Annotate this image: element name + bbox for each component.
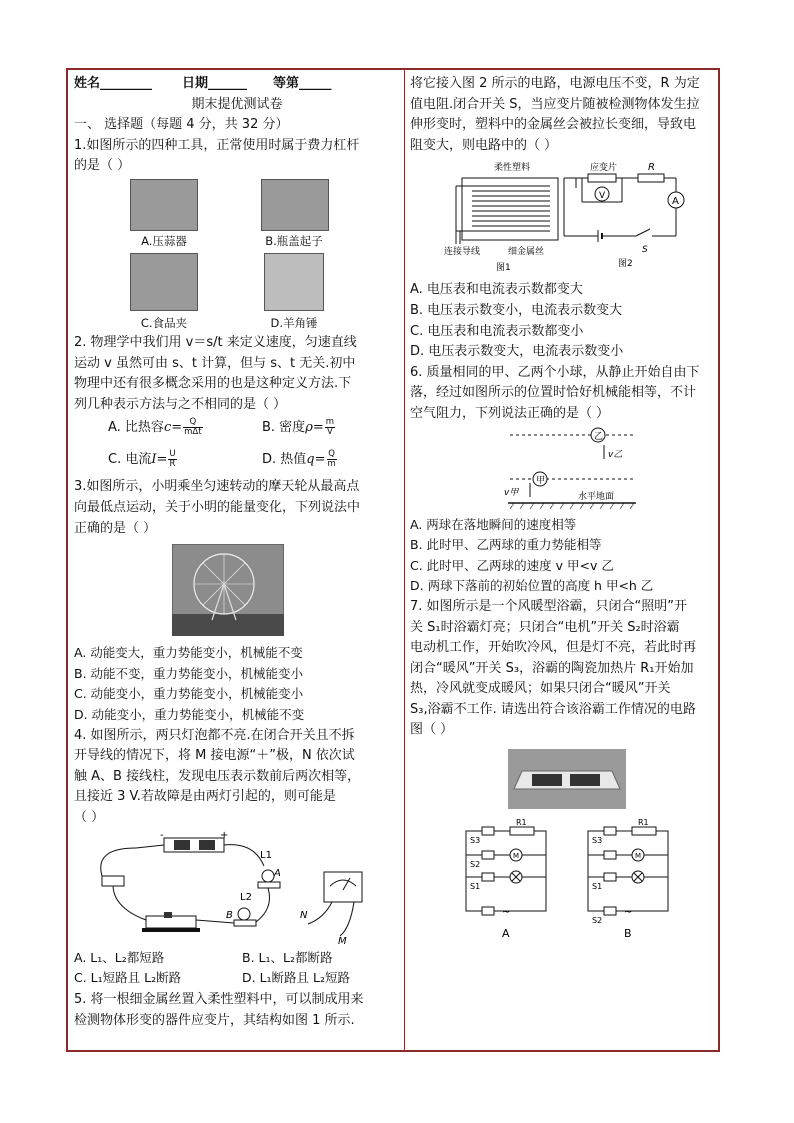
q6-option-d: D. 两球下落前的初始位置的高度 h 甲<h 乙 <box>410 578 654 594</box>
q4-a-label: A <box>274 868 281 880</box>
q5-option-b: B. 电压表示数变小，电流表示数变大 <box>410 302 623 318</box>
q4-plus-label: + <box>220 830 229 842</box>
q7-circuit-options <box>410 819 716 949</box>
circuit-a-r1: R1 <box>516 819 527 828</box>
q5-figures <box>410 156 716 280</box>
q3-option-a: A. 动能变大，重力势能变小，机械能不变 <box>74 645 303 661</box>
q7-line-3: 电动机工作，开始吹冷风，但是灯不亮，若此时再 <box>410 640 697 656</box>
q6-figure <box>410 425 716 515</box>
q4-line-2: 开导线的情况下，将 M 接电源“＋”极，N 依次试 <box>74 748 355 764</box>
q5-right-line-3: 伸形变时，塑料中的金属丝会被拉长变细，导致电 <box>410 117 697 133</box>
q3-line-3: 正确的是（ ） <box>74 520 157 536</box>
q4-line-4: 且接近 3 V.若故障是由两灯引起的，则可能是 <box>74 789 336 805</box>
q5-right-line-2: 值电阻.闭合开关 S，当应变片随被检测物体发生拉 <box>410 96 700 112</box>
q4-l2-label: L2 <box>240 892 252 904</box>
q4-line-5: （ ） <box>74 809 105 825</box>
q4-m-label: M <box>338 936 347 947</box>
q7-line-4: 闭合“暖风”开关 S₃，浴霸的陶瓷加热片 R₁开始加 <box>410 660 694 676</box>
right-column <box>410 74 716 951</box>
fig2-r-label: R <box>648 162 655 174</box>
q2-a-fraction: $\frac{Q}{\text{mΔt}}$ <box>184 417 202 438</box>
q4-option-c: C. L₁短路且 L₂断路 <box>74 970 182 986</box>
fig2-ammeter-label: A <box>672 196 679 208</box>
fig2-voltmeter-label: V <box>599 191 606 202</box>
q2-b-fraction: $\frac{m}{V}$ <box>325 417 335 438</box>
q2-line-3: 物理中还有很多概念采用的也是这种定义方法.下 <box>74 376 352 392</box>
q7-line-1: 7. 如图所示是一个风暖型浴霸，只闭合“照明”开 <box>410 598 688 614</box>
q7-figures <box>410 741 716 951</box>
q6-v-jia: v甲 <box>504 487 519 498</box>
q2-option-a: A. 比热容c= $\frac{Q}{\text{mΔt}}$ <box>108 417 202 438</box>
q2-c-fraction: $\frac{U}{R}$ <box>169 449 176 470</box>
q5-right-line-1: 将它接入图 2 所示的电路，电源电压不变，R 为定 <box>410 76 700 91</box>
header-line <box>74 74 400 95</box>
ferris-wheel-photo <box>172 544 284 636</box>
fig2-switch-label: S <box>642 245 648 256</box>
q3-line-2: 向最低点运动，关于小明的能量变化，下列说法中 <box>74 499 361 515</box>
q4-option-d: D. L₁断路且 L₂短路 <box>242 970 350 986</box>
q2-line-1: 2. 物理学中我们用 v＝s/t 来定义速度，匀速直线 <box>74 334 357 350</box>
q4-option-b: B. L₁、L₂都断路 <box>242 950 333 966</box>
q4-line-1: 4. 如图所示，两只灯泡都不亮.在闭合开关且不拆 <box>74 727 355 743</box>
name-field: 姓名________ <box>74 76 153 91</box>
q6-option-c: C. 此时甲、乙两球的速度 v 甲<v 乙 <box>410 557 614 573</box>
q3-option-c: C. 动能变小，重力势能变小，机械能变小 <box>74 686 304 702</box>
q4-circuit-figure <box>74 828 400 948</box>
fig2-top-label: 应变片 <box>590 163 618 174</box>
q1-stem-2: 的是（ ） <box>74 158 131 174</box>
q1-caption-b: B.瓶盖起子 <box>265 233 323 248</box>
section-heading: 一、 选择题（每题 4 分，共 32 分） <box>74 117 289 133</box>
q7-line-6: S₃,浴霸不工作. 请选出符合该浴霸工作情况的电路 <box>410 701 696 717</box>
q6-yi-ball: 乙 <box>594 431 604 442</box>
food-tongs-photo <box>130 253 198 311</box>
q2-option-c: C. 电流I= $\frac{U}{R}$ <box>108 449 176 470</box>
q2-options <box>74 415 400 477</box>
q5-line-1: 5. 将一根细金属丝置入柔性塑料中，可以制成用来 <box>74 992 364 1008</box>
q4-circuit-diagram <box>74 828 374 946</box>
fig1-left-label: 连接导线 <box>444 247 481 258</box>
q3-line-1: 3.如图所示，小明乘坐匀速转动的摩天轮从最高点 <box>74 479 360 495</box>
circuit-b-caption: B <box>624 927 632 941</box>
q4-options <box>74 948 400 990</box>
q2-line-4: 列几种表示方法与之不相同的是（ ） <box>74 396 287 412</box>
rank-field: 等第_____ <box>273 76 332 91</box>
q6-line-3: 空气阻力，下列说法正确的是（ ） <box>410 405 610 421</box>
q1-caption-c: C.食品夹 <box>140 315 188 330</box>
circuit-a-motor: M <box>513 852 520 861</box>
q5-line-2: 检测物体形变的器件应变片，其结构如图 1 所示. <box>74 1013 355 1029</box>
date-field: 日期______ <box>182 76 248 91</box>
circuit-b-s3: S3 <box>592 836 603 846</box>
q1-stem-1: 1.如图所示的四种工具，正常使用时属于费力杠杆 <box>74 137 360 153</box>
circuit-b-r1: R1 <box>638 819 649 828</box>
q7-line-7: 图（ ） <box>410 722 454 738</box>
page-title: 期末提优测试卷 <box>191 96 283 112</box>
column-divider <box>404 70 405 1050</box>
fig1-top-label: 柔性塑料 <box>494 163 531 174</box>
circuit-b-s1: S1 <box>592 882 603 892</box>
left-column <box>74 74 400 1032</box>
q2-option-d: D. 热值q= $\frac{Q}{m}$ <box>262 449 336 470</box>
garlic-press-photo <box>130 179 198 231</box>
q5-option-a: A. 电压表和电流表示数都变大 <box>410 282 583 298</box>
q6-option-a: A. 两球在落地瞬间的速度相等 <box>410 516 577 532</box>
q6-jia-ball: 甲 <box>536 475 546 486</box>
q1-caption-a: A.压蒜器 <box>141 233 187 248</box>
q5-right-line-4: 阻变大，则电路中的（ ） <box>410 137 558 153</box>
q4-line-3: 触 A、B 接线柱，发现电压表示数前后两次相等， <box>74 768 361 784</box>
fig2-caption: 图2 <box>618 259 633 270</box>
q5-strain-gauge-diagram <box>410 156 716 278</box>
q4-minus-label: - <box>160 830 164 842</box>
ferris-wheel-photo-wrap <box>74 539 400 643</box>
q2-d-fraction: $\frac{Q}{m}$ <box>327 449 336 470</box>
q6-option-b: B. 此时甲、乙两球的重力势能相等 <box>410 537 602 553</box>
q5-option-c: C. 电压表和电流表示数都变小 <box>410 323 584 339</box>
circuit-a-s3: S3 <box>470 836 481 846</box>
claw-hammer-photo <box>264 253 324 311</box>
bath-heater-photo <box>508 749 626 809</box>
q2-option-b: B. 密度ρ= $\frac{m}{V}$ <box>262 417 335 438</box>
circuit-b-ac: ~ <box>624 907 633 919</box>
q6-line-2: 落，经过如图所示的位置时恰好机械能相等，不计 <box>410 385 697 401</box>
q5-option-d: D. 电压表示数变大，电流表示数变小 <box>410 344 624 360</box>
q3-option-b: B. 动能不变，重力势能变小，机械能变小 <box>74 665 304 681</box>
q6-line-1: 6. 质量相同的甲、乙两个小球，从静止开始自由下 <box>410 364 700 380</box>
q4-b-label: B <box>226 910 233 922</box>
q3-option-d: D. 动能变小，重力势能变小，机械能不变 <box>74 706 305 722</box>
q4-l1-label: L1 <box>260 850 272 862</box>
q1-caption-d: D.羊角锤 <box>270 315 318 330</box>
circuit-b-motor: M <box>635 852 642 861</box>
q6-falling-balls-diagram <box>410 425 716 513</box>
fig1-right-label: 细金属丝 <box>508 247 545 258</box>
q7-line-2: 关 S₁时浴霸灯亮；只闭合“电机”开关 S₂时浴霸 <box>410 619 680 635</box>
circuit-a-ac: ~ <box>502 907 511 919</box>
circuit-a-s2: S2 <box>470 860 481 870</box>
q4-option-a: A. L₁、L₂都短路 <box>74 950 165 966</box>
q1-figures <box>74 177 400 330</box>
circuit-a-caption: A <box>502 927 510 941</box>
q2-line-2: 运动 v 虽然可由 s、t 计算，但与 s、t 无关.初中 <box>74 355 356 371</box>
circuit-b-s2: S2 <box>592 916 603 926</box>
q4-n-label: N <box>300 910 308 922</box>
bottle-opener-photo <box>261 179 329 231</box>
q6-v-yi: v乙 <box>608 449 623 460</box>
fig1-caption: 图1 <box>496 263 511 274</box>
q7-line-5: 热，冷风就变成暖风；如果只闭合“暖风”开关 <box>410 681 671 697</box>
circuit-a-s1: S1 <box>470 882 481 892</box>
q6-ground-label: 水平地面 <box>578 491 615 502</box>
